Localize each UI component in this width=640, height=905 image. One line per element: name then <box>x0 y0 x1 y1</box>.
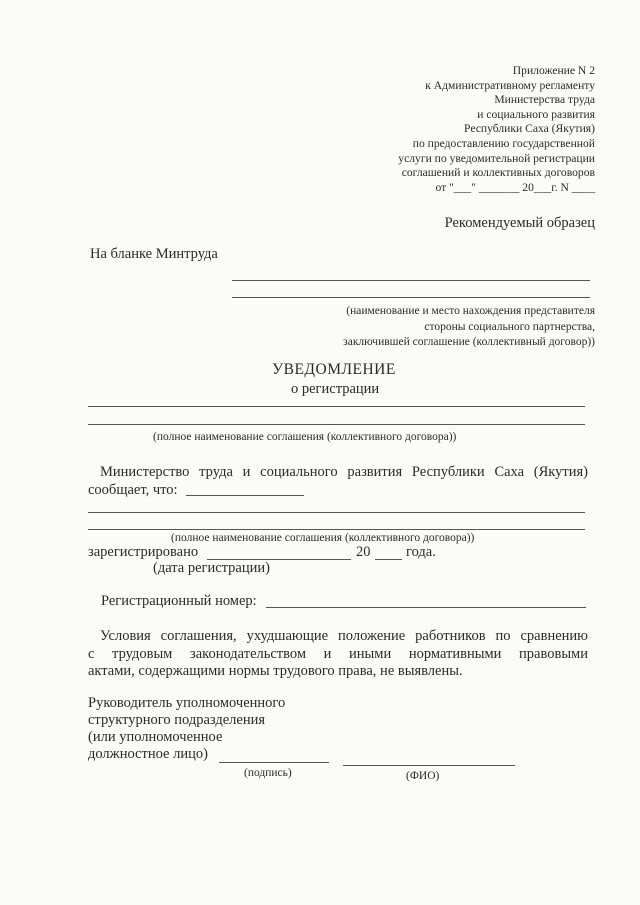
agreement-name-line-3 <box>88 512 585 513</box>
annex-header <box>398 64 595 195</box>
signatory-line: Руководитель уполномоченного <box>88 695 286 711</box>
paragraph-line: Министерство труда и социального развития Республики Саха (Якутия) <box>100 464 588 480</box>
agreement-name-line-4 <box>88 529 585 530</box>
signatory-block <box>88 695 285 763</box>
annex-line: к Административному регламенту <box>425 78 595 92</box>
addressee-caption-line: (наименование и место нахождения представителя <box>346 305 595 317</box>
annex-line: соглашений и коллективных договоров <box>401 166 595 180</box>
registered-label: зарегистрировано <box>88 544 199 560</box>
ministry-paragraph <box>88 464 588 482</box>
paragraph-line: актами, содержащими нормы трудового права, не выявлены. <box>88 663 463 679</box>
addressee-line-1 <box>232 280 590 281</box>
agreement-caption-2: (полное наименование соглашения (коллективного договора)) <box>171 532 475 544</box>
registration-number-line <box>266 607 586 608</box>
annex-line: по предоставлению государственной <box>412 136 595 150</box>
on-blank-label: На бланке Минтруда <box>90 246 218 262</box>
signature-caption: (подпись) <box>244 767 292 779</box>
registration-number-label: Регистрационный номер: <box>101 593 257 609</box>
paragraph-line: Условия соглашения, ухудшающие положение работников по сравнению <box>100 628 588 644</box>
recommended-sample-label: Рекомендуемый образец <box>444 215 595 231</box>
annex-line: Республики Саха (Якутия) <box>464 122 595 136</box>
addressee-caption <box>343 304 595 351</box>
signatory-line: (или уполномоченное <box>88 729 223 745</box>
addressee-caption-line: заключившей соглашение (коллективный договор)) <box>343 336 595 348</box>
agreement-name-line-2 <box>88 424 585 425</box>
registration-year-line <box>375 559 402 560</box>
document-title: УВЕДОМЛЕНИЕ <box>272 361 396 378</box>
signatory-line: структурного подразделения <box>88 712 266 728</box>
full-name-line <box>343 765 515 766</box>
agreement-name-line-1 <box>88 406 585 407</box>
registered-year-suffix: года. <box>406 544 436 560</box>
addressee-caption-line: стороны социального партнерства, <box>424 320 595 333</box>
paragraph-line: с трудовым законодательством и иными нормативными правовыми <box>88 645 588 662</box>
full-name-caption: (ФИО) <box>406 770 440 782</box>
annex-line: Приложение N 2 <box>512 64 595 77</box>
annex-line: Министерства труда <box>494 93 595 107</box>
annex-line: услуги по уведомительной регистрации <box>398 151 595 165</box>
ministry-blank-line <box>186 495 304 496</box>
addressee-line-2 <box>232 297 590 298</box>
annex-line: и социального развития <box>477 107 595 121</box>
registered-year-prefix: 20 <box>356 544 371 560</box>
signatory-line: должностное лицо) <box>88 746 208 762</box>
signature-line <box>219 762 329 763</box>
annex-line: от "___" _______ 20___г. N ____ <box>435 180 595 194</box>
registration-date-caption: (дата регистрации) <box>153 560 270 576</box>
document-subtitle: о регистрации <box>291 381 380 397</box>
ministry-paragraph-line-2: сообщает, что: <box>88 482 178 498</box>
conditions-paragraph <box>88 628 588 681</box>
agreement-caption-1: (полное наименование соглашения (коллективного договора)) <box>153 431 457 443</box>
